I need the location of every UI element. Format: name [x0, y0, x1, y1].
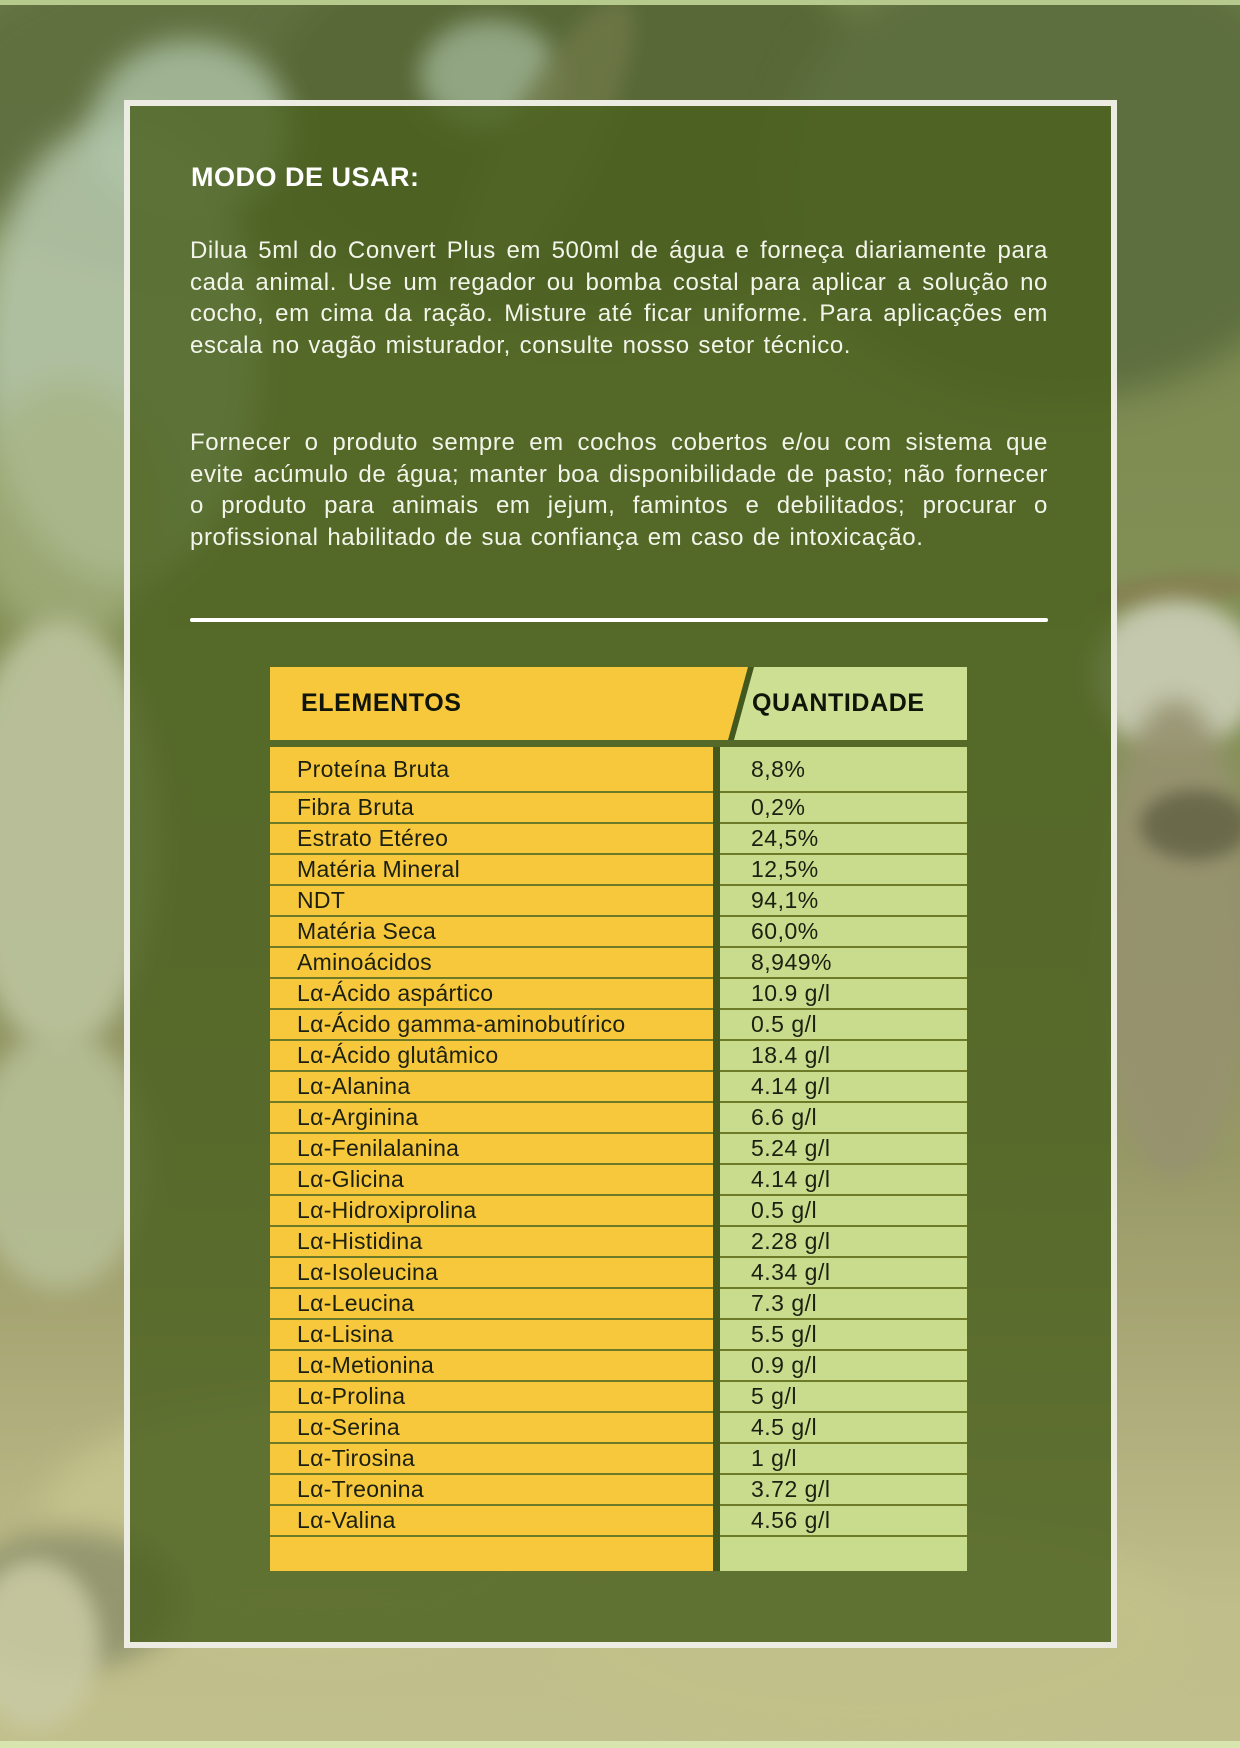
column-divider [713, 1289, 720, 1320]
bottom-edge-strip [0, 1741, 1240, 1748]
table-row [270, 855, 967, 886]
quantity-cell: 5.24 g/l [720, 1134, 967, 1165]
element-cell: Lα-Hidroxiprolina [270, 1196, 713, 1227]
element-cell: Lα-Ácido glutâmico [270, 1041, 713, 1072]
element-cell: Estrato Etéreo [270, 824, 713, 855]
quantity-cell: 94,1% [720, 886, 967, 917]
column-divider [713, 886, 720, 917]
element-cell: Lα-Leucina [270, 1289, 713, 1320]
column-divider [713, 1258, 720, 1289]
quantity-cell: 0.5 g/l [720, 1196, 967, 1227]
quantity-cell: 24,5% [720, 824, 967, 855]
header-label-quantidade: QUANTIDADE [752, 689, 925, 717]
table-row [270, 1010, 967, 1041]
quantity-cell: 0,2% [720, 793, 967, 824]
table-row [270, 917, 967, 948]
column-divider [713, 1413, 720, 1444]
element-cell: Lα-Prolina [270, 1382, 713, 1413]
column-divider [713, 1134, 720, 1165]
quantity-cell: 4.56 g/l [720, 1506, 967, 1537]
column-divider [713, 1475, 720, 1506]
table-row [270, 1196, 967, 1227]
quantity-cell: 4.5 g/l [720, 1413, 967, 1444]
column-divider [713, 1072, 720, 1103]
element-cell: Lα-Serina [270, 1413, 713, 1444]
column-divider [713, 824, 720, 855]
section-title: MODO DE USAR: [191, 162, 420, 192]
element-cell: Lα-Treonina [270, 1475, 713, 1506]
table-row [270, 1103, 967, 1134]
info-panel [124, 100, 1117, 1648]
top-edge-strip [0, 0, 1240, 5]
element-cell: Lα-Valina [270, 1506, 713, 1537]
table-row [270, 1506, 967, 1537]
element-cell: Lα-Metionina [270, 1351, 713, 1382]
quantity-cell: 1 g/l [720, 1444, 967, 1475]
element-cell: Lα-Arginina [270, 1103, 713, 1134]
element-cell: Aminoácidos [270, 948, 713, 979]
table-row [270, 1413, 967, 1444]
element-cell: Lα-Ácido aspártico [270, 979, 713, 1010]
element-cell: Lα-Histidina [270, 1227, 713, 1258]
table-row [270, 1072, 967, 1103]
element-cell [270, 1537, 713, 1571]
element-cell: NDT [270, 886, 713, 917]
table-row [270, 948, 967, 979]
quantity-cell: 4.34 g/l [720, 1258, 967, 1289]
table-row [270, 1444, 967, 1475]
table-row [270, 1165, 967, 1196]
divider-line [190, 618, 1048, 622]
column-divider [713, 917, 720, 948]
table-header [270, 667, 967, 740]
table-row [270, 1258, 967, 1289]
table-row [270, 1134, 967, 1165]
column-divider [713, 1320, 720, 1351]
column-divider [713, 1165, 720, 1196]
column-divider [713, 855, 720, 886]
quantity-cell: 0.5 g/l [720, 1010, 967, 1041]
quantity-cell: 4.14 g/l [720, 1165, 967, 1196]
column-divider [713, 1382, 720, 1413]
quantity-cell: 8,949% [720, 948, 967, 979]
quantity-cell: 6.6 g/l [720, 1103, 967, 1134]
element-cell: Lα-Fenilalanina [270, 1134, 713, 1165]
column-divider [713, 1506, 720, 1537]
header-label-elementos: ELEMENTOS [301, 689, 462, 717]
warning-paragraph: Fornecer o produto sempre em cochos cobertos e/ou com sistema que evite acúmulo de água; manter boa disponibilidade de pasto; não fornecer o produto para animais em jejum, famintos e debilitados; procurar o profissional habilitado de sua confiança em caso de intoxicação. [190, 429, 1048, 551]
element-cell: Fibra Bruta [270, 793, 713, 824]
column-divider [713, 979, 720, 1010]
table-row [270, 1320, 967, 1351]
table-row [270, 1475, 967, 1506]
element-cell: Lα-Alanina [270, 1072, 713, 1103]
element-cell: Lα-Glicina [270, 1165, 713, 1196]
quantity-cell: 8,8% [720, 747, 967, 793]
element-cell: Proteína Bruta [270, 747, 713, 793]
element-cell: Matéria Mineral [270, 855, 713, 886]
table-row [270, 886, 967, 917]
quantity-cell: 4.14 g/l [720, 1072, 967, 1103]
quantity-cell: 3.72 g/l [720, 1475, 967, 1506]
column-divider [713, 1351, 720, 1382]
column-divider [713, 1537, 720, 1571]
quantity-cell: 60,0% [720, 917, 967, 948]
table-body [270, 747, 967, 1571]
element-cell: Matéria Seca [270, 917, 713, 948]
element-cell: Lα-Tirosina [270, 1444, 713, 1475]
quantity-cell: 18.4 g/l [720, 1041, 967, 1072]
element-cell: Lα-Ácido gamma-aminobutírico [270, 1010, 713, 1041]
element-cell: Lα-Isoleucina [270, 1258, 713, 1289]
column-divider [713, 1196, 720, 1227]
table-row [270, 1351, 967, 1382]
quantity-cell: 5.5 g/l [720, 1320, 967, 1351]
column-divider [713, 1010, 720, 1041]
table-row [270, 1041, 967, 1072]
quantity-cell: 0.9 g/l [720, 1351, 967, 1382]
column-divider [713, 948, 720, 979]
element-cell: Lα-Lisina [270, 1320, 713, 1351]
table-row [270, 793, 967, 824]
quantity-cell: 7.3 g/l [720, 1289, 967, 1320]
table-row [270, 1382, 967, 1413]
composition-table [270, 667, 967, 1571]
table-row [270, 1537, 967, 1571]
column-divider [713, 1103, 720, 1134]
quantity-cell: 5 g/l [720, 1382, 967, 1413]
quantity-cell [720, 1537, 967, 1571]
column-divider [713, 793, 720, 824]
table-row [270, 1227, 967, 1258]
quantity-cell: 12,5% [720, 855, 967, 886]
column-divider [713, 1227, 720, 1258]
table-row [270, 824, 967, 855]
usage-paragraph: Dilua 5ml do Convert Plus em 500ml de água e forneça diariamente para cada animal. Use um regador ou bomba costal para aplicar a solução no cocho, em cima da ração. Misture até ficar uniforme. Para aplicações em escala no vagão misturador, consulte nosso setor técnico. [190, 237, 1048, 359]
column-divider [713, 1444, 720, 1475]
quantity-cell: 2.28 g/l [720, 1227, 967, 1258]
table-row [270, 1289, 967, 1320]
column-divider [713, 1041, 720, 1072]
quantity-cell: 10.9 g/l [720, 979, 967, 1010]
table-row [270, 747, 967, 793]
table-row [270, 979, 967, 1010]
column-divider [713, 747, 720, 793]
